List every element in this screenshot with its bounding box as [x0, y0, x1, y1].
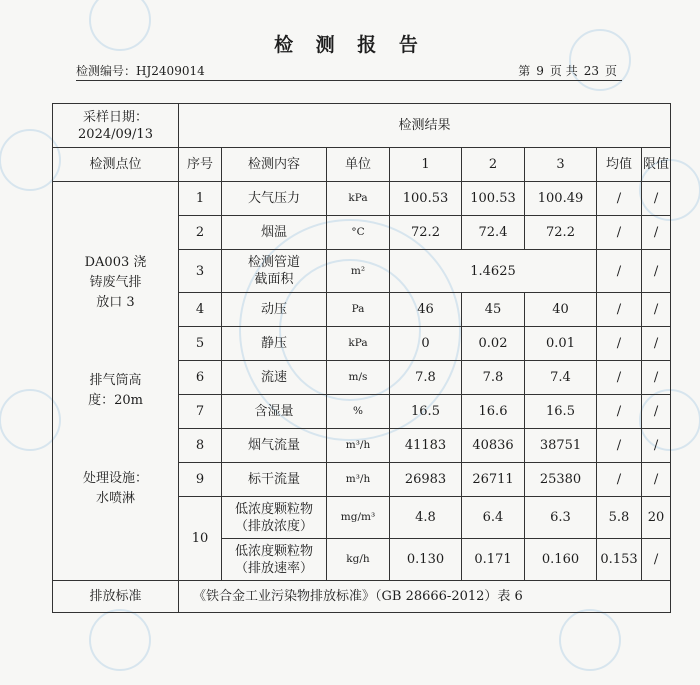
- row-value-2: 0.171: [462, 539, 525, 581]
- page-total: 23: [583, 64, 599, 78]
- row-unit: m²: [327, 250, 390, 293]
- report-title: 检 测 报 告: [274, 34, 426, 56]
- col-header-item: 检测内容: [222, 148, 327, 182]
- col-header-point: 检测点位: [53, 148, 179, 182]
- row-unit: m/s: [327, 361, 390, 395]
- row-limit: /: [642, 293, 671, 327]
- row-seq: 1: [179, 182, 222, 216]
- row-limit: /: [642, 429, 671, 463]
- row-item: [222, 497, 327, 539]
- row-limit: /: [642, 463, 671, 497]
- row-value-2: 72.4: [462, 216, 525, 250]
- row-item: 静压: [222, 327, 327, 361]
- row-unit: m³/h: [327, 429, 390, 463]
- row-value-3: 6.3: [525, 497, 597, 539]
- row-value-2: 7.8: [462, 361, 525, 395]
- monitoring-point-cell: [53, 182, 179, 581]
- row-item-line: 低浓度颗粒物: [234, 501, 313, 517]
- row-unit: %: [327, 395, 390, 429]
- col-header-r3: 3: [525, 148, 597, 182]
- row-item: 含湿量: [222, 395, 327, 429]
- table-row: [53, 182, 671, 216]
- row-avg: /: [597, 327, 642, 361]
- sampling-date-cell: [53, 104, 179, 148]
- row-limit: /: [642, 539, 671, 581]
- row-seq: 4: [179, 293, 222, 327]
- report-number-value: HJ2409014: [136, 64, 205, 78]
- row-value-3: 0.160: [525, 539, 597, 581]
- col-header-r1: 1: [390, 148, 462, 182]
- row-value-2: 0.02: [462, 327, 525, 361]
- col-header-limit: 限值: [642, 148, 671, 182]
- row-item: 动压: [222, 293, 327, 327]
- row-value-1: 16.5: [390, 395, 462, 429]
- row-value-1: 7.8: [390, 361, 462, 395]
- row-value-1: 46: [390, 293, 462, 327]
- row-seq: 10: [179, 497, 222, 581]
- row-value-3: 0.01: [525, 327, 597, 361]
- col-header-avg: 均值: [597, 148, 642, 182]
- row-value-1: 0.130: [390, 539, 462, 581]
- treatment-facility: 处理设施：: [82, 471, 148, 486]
- row-value-2: 45: [462, 293, 525, 327]
- row-item: 烟温: [222, 216, 327, 250]
- treatment-facility: 水喷淋: [95, 491, 135, 506]
- row-avg: 5.8: [597, 497, 642, 539]
- row-value-1: 41183: [390, 429, 462, 463]
- row-item: 流速: [222, 361, 327, 395]
- row-limit: /: [642, 327, 671, 361]
- row-avg: /: [597, 250, 642, 293]
- stack-height: 度：20m: [88, 393, 143, 408]
- row-value-3: 100.49: [525, 182, 597, 216]
- row-limit: /: [642, 395, 671, 429]
- row-seq: 2: [179, 216, 222, 250]
- row-value-1: 100.53: [390, 182, 462, 216]
- row-avg: /: [597, 361, 642, 395]
- row-value-3: 7.4: [525, 361, 597, 395]
- row-item-line: （排放速率）: [234, 560, 313, 576]
- row-value-3: 25380: [525, 463, 597, 497]
- point-name: 铸废气排: [89, 275, 142, 290]
- row-seq: 9: [179, 463, 222, 497]
- row-avg: /: [597, 182, 642, 216]
- sampling-date-value: 2024/09/13: [78, 126, 153, 142]
- row-seq: 8: [179, 429, 222, 463]
- col-header-r2: 2: [462, 148, 525, 182]
- col-header-unit: 单位: [327, 148, 390, 182]
- row-value-1: 0: [390, 327, 462, 361]
- row-avg: /: [597, 463, 642, 497]
- row-unit: °C: [327, 216, 390, 250]
- row-value-1: 4.8: [390, 497, 462, 539]
- row-value-2: 16.6: [462, 395, 525, 429]
- row-avg: /: [597, 395, 642, 429]
- row-item-line: （排放浓度）: [234, 518, 313, 534]
- row-unit: kg/h: [327, 539, 390, 581]
- row-value-2: 100.53: [462, 182, 525, 216]
- row-seq: 6: [179, 361, 222, 395]
- row-merged-value: 1.4625: [390, 250, 597, 293]
- row-avg: /: [597, 216, 642, 250]
- row-value-3: 38751: [525, 429, 597, 463]
- row-limit: /: [642, 250, 671, 293]
- report-number-label: 检测编号：: [76, 64, 137, 78]
- page-label: 页 共: [549, 64, 578, 78]
- results-label: 检测结果: [179, 104, 671, 148]
- page-label: 第: [518, 64, 531, 78]
- header-divider: [76, 80, 622, 81]
- row-limit: 20: [642, 497, 671, 539]
- results-table: [52, 103, 671, 613]
- row-seq: 7: [179, 395, 222, 429]
- row-avg: /: [597, 293, 642, 327]
- row-seq: 3: [179, 250, 222, 293]
- row-item: [222, 539, 327, 581]
- page-current: 9: [536, 64, 544, 78]
- report-number: [76, 62, 205, 79]
- row-seq: 5: [179, 327, 222, 361]
- col-header-seq: 序号: [179, 148, 222, 182]
- row-value-2: 40836: [462, 429, 525, 463]
- standard-label: 排放标准: [53, 581, 179, 613]
- row-item: [222, 250, 327, 293]
- row-unit: m³/h: [327, 463, 390, 497]
- row-value-2: 26711: [462, 463, 525, 497]
- row-item: 大气压力: [222, 182, 327, 216]
- row-value-1: 26983: [390, 463, 462, 497]
- row-unit: Pa: [327, 293, 390, 327]
- row-value-3: 72.2: [525, 216, 597, 250]
- row-avg: /: [597, 429, 642, 463]
- row-limit: /: [642, 182, 671, 216]
- row-unit: kPa: [327, 182, 390, 216]
- table-header-row: [53, 104, 671, 148]
- row-limit: /: [642, 361, 671, 395]
- standard-row: [53, 581, 671, 613]
- row-item-line: 低浓度颗粒物: [234, 543, 313, 559]
- page-label: 页: [604, 64, 617, 78]
- row-value-1: 72.2: [390, 216, 462, 250]
- row-value-3: 16.5: [525, 395, 597, 429]
- stack-height: 排气筒高: [89, 373, 142, 388]
- row-item: 烟气流量: [222, 429, 327, 463]
- sampling-date-label: 采样日期：: [82, 109, 148, 125]
- row-value-2: 6.4: [462, 497, 525, 539]
- point-name: 放口 3: [96, 295, 135, 310]
- row-limit: /: [642, 216, 671, 250]
- row-value-3: 40: [525, 293, 597, 327]
- column-header-row: [53, 148, 671, 182]
- page-indicator: [515, 62, 620, 79]
- row-item-line: 检测管道: [247, 255, 300, 270]
- row-avg: 0.153: [597, 539, 642, 581]
- row-unit: mg/m³: [327, 497, 390, 539]
- row-item: 标干流量: [222, 463, 327, 497]
- row-unit: kPa: [327, 327, 390, 361]
- row-item-line: 截面积: [254, 272, 294, 287]
- point-name: DA003 浇: [84, 255, 147, 270]
- standard-text: 《铁合金工业污染物排放标准》（GB 28666-2012）表 6: [179, 581, 671, 613]
